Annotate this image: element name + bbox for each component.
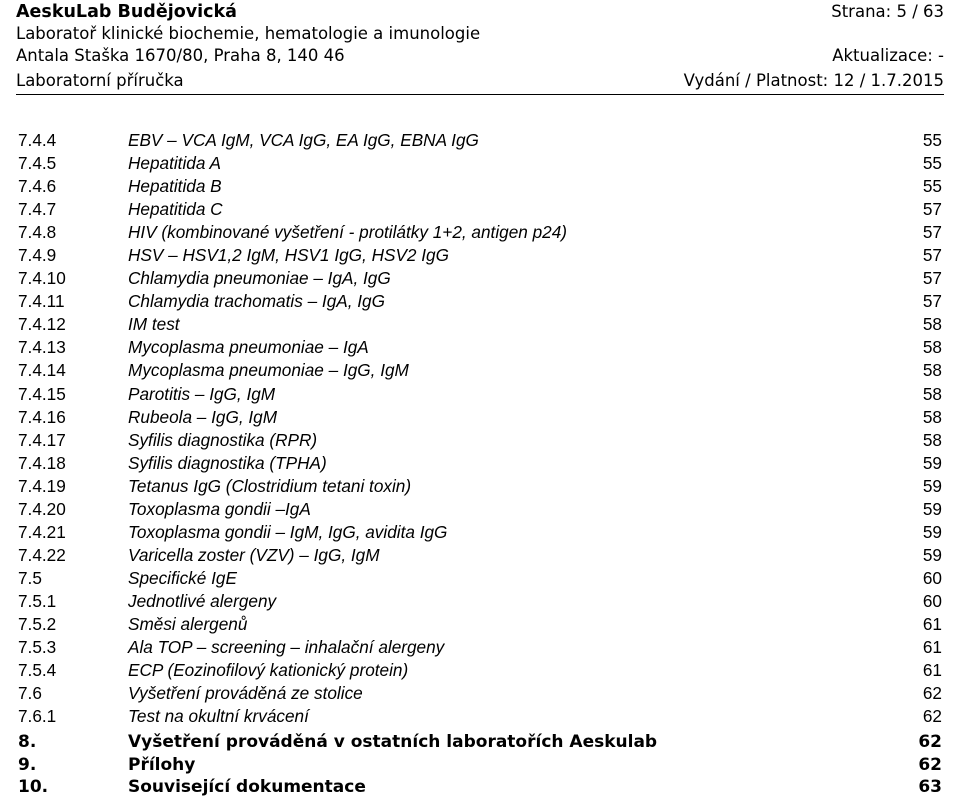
lab-name: AeskuLab Budějovická: [16, 2, 237, 22]
address: Antala Staška 1670/80, Praha 8, 140 46: [16, 46, 345, 65]
toc-entry[interactable]: [18, 175, 942, 198]
toc-entry-title: Hepatitida A: [128, 153, 221, 174]
toc-entry[interactable]: [18, 359, 942, 382]
toc-entry-title: Směsi alergenů: [128, 613, 248, 634]
department: Laboratoř klinické biochemie, hematologie a imunologie: [16, 24, 481, 43]
toc-entry[interactable]: [18, 567, 942, 590]
update-label: Aktualizace: -: [832, 46, 944, 65]
toc-entry[interactable]: [18, 590, 942, 613]
toc-entry-number: 7.4.8: [18, 222, 57, 243]
toc-entry-title: Vyšetření prováděná ze stolice: [128, 683, 363, 704]
toc-entry-page: 59: [922, 521, 942, 542]
header-divider: [16, 94, 944, 95]
toc-entry-title: Hepatitida C: [128, 199, 223, 220]
toc-entry[interactable]: [18, 682, 942, 705]
toc-entry-number: 7.4.9: [18, 245, 57, 266]
toc-entry[interactable]: [18, 429, 942, 452]
toc-entry-number: 7.4.10: [18, 268, 66, 289]
toc-entry-number: 7.4.22: [18, 544, 66, 565]
toc-entry-number: 7.5: [18, 567, 42, 588]
toc-entry-page: 58: [922, 337, 942, 358]
toc-entry-page: 57: [922, 291, 942, 312]
toc-entry-number: 7.4.16: [18, 406, 66, 427]
toc-entry-page: 59: [922, 452, 942, 473]
toc-entry[interactable]: [18, 152, 942, 175]
toc-chapter-title: Přílohy: [128, 755, 196, 775]
toc-chapter-page: 63: [918, 777, 942, 797]
toc-entry-title: Test na okultní krvácení: [128, 706, 309, 727]
toc-entry-number: 7.4.21: [18, 521, 66, 542]
toc-chapter-number: 10.: [18, 777, 49, 797]
toc-entry-page: 55: [922, 130, 942, 150]
toc-entry[interactable]: [18, 613, 942, 636]
toc-entry-title: Syfilis diagnostika (TPHA): [128, 452, 327, 473]
toc-entry-page: 62: [922, 683, 942, 704]
toc-entry-number: 7.4.14: [18, 360, 66, 381]
toc-entry[interactable]: [18, 383, 942, 406]
toc-entry-page: 61: [922, 660, 942, 681]
toc-entry[interactable]: [18, 705, 942, 728]
toc-entry[interactable]: [18, 452, 942, 475]
toc-entry-page: 59: [922, 498, 942, 519]
toc-chapter-page: 62: [918, 732, 942, 752]
toc-entry-page: 58: [922, 383, 942, 404]
toc-entry[interactable]: [18, 267, 942, 290]
toc-chapter-number: 8.: [18, 732, 37, 752]
toc-entry[interactable]: [18, 636, 942, 659]
toc-entry-page: 58: [922, 406, 942, 427]
toc-entry-page: 57: [922, 222, 942, 243]
page-label: Strana: 5 / 63: [831, 2, 944, 21]
toc-entry[interactable]: [18, 659, 942, 682]
toc-entry[interactable]: [18, 244, 942, 267]
toc-entry-title: Jednotlivé alergeny: [128, 590, 277, 611]
toc-entry-title: Mycoplasma pneumoniae – IgA: [128, 337, 369, 358]
header-row-2: [16, 23, 944, 45]
toc-entry-page: 59: [922, 475, 942, 496]
toc-entry-title: Specifické IgE: [128, 567, 237, 588]
table-of-contents: [18, 129, 942, 728]
toc-entry-page: 55: [922, 153, 942, 174]
toc-entry-number: 7.4.15: [18, 383, 66, 404]
toc-entry-number: 7.5.4: [18, 660, 57, 681]
toc-entry-page: 55: [922, 176, 942, 197]
toc-entry-number: 7.6: [18, 683, 42, 704]
toc-entry[interactable]: [18, 406, 942, 429]
toc-entry-number: 7.5.2: [18, 613, 57, 634]
toc-entry-number: 7.4.12: [18, 314, 66, 335]
toc-entry-title: IM test: [128, 314, 180, 335]
toc-entry[interactable]: [18, 198, 942, 221]
toc-entry-page: 61: [922, 637, 942, 658]
toc-entry-title: Tetanus IgG (Clostridium tetani toxin): [128, 475, 412, 496]
toc-entry-page: 58: [922, 314, 942, 335]
toc-entry[interactable]: [18, 336, 942, 359]
toc-entry-title: Toxoplasma gondii –IgA: [128, 498, 311, 519]
toc-entry-page: 61: [922, 613, 942, 634]
toc-chapter-title: Vyšetření prováděná v ostatních laboratořích Aeskulab: [128, 732, 658, 752]
toc-entry-page: 62: [922, 706, 942, 727]
toc-entry-number: 7.4.11: [18, 291, 65, 312]
toc-entry-title: HSV – HSV1,2 IgM, HSV1 IgG, HSV2 IgG: [128, 245, 449, 266]
toc-entry-title: Chlamydia trachomatis – IgA, IgG: [128, 291, 385, 312]
toc-entry-number: 7.5.1: [18, 590, 57, 611]
toc-entry-title: Parotitis – IgG, IgM: [128, 383, 276, 404]
header-row-1: [16, 1, 944, 23]
toc-entry[interactable]: [18, 221, 942, 244]
toc-entry-number: 7.4.7: [18, 199, 57, 220]
toc-entry-title: Hepatitida B: [128, 176, 222, 197]
toc-entry-page: 58: [922, 429, 942, 450]
toc-entry-page: 57: [922, 245, 942, 266]
toc-entry-title: ECP (Eozinofilový kationický protein): [128, 660, 409, 681]
toc-entry[interactable]: [18, 475, 942, 498]
toc-entry-number: 7.5.3: [18, 637, 57, 658]
toc-entry-title: EBV – VCA IgM, VCA IgG, EA IgG, EBNA IgG: [128, 130, 479, 150]
toc-entry-title: HIV (kombinované vyšetření - protilátky 1+2, antigen p24): [128, 222, 567, 243]
toc-entry-title: Mycoplasma pneumoniae – IgG, IgM: [128, 360, 409, 381]
toc-entry[interactable]: [18, 313, 942, 336]
header-row-4: [16, 70, 944, 94]
toc-chapter-number: 9.: [18, 755, 37, 775]
toc-entry-number: 7.4.13: [18, 337, 66, 358]
toc-entry[interactable]: [18, 521, 942, 544]
toc-entry[interactable]: [18, 498, 942, 521]
toc-entry[interactable]: [18, 544, 942, 567]
header-row-3: [16, 45, 944, 67]
doc-title: Laboratorní příručka: [16, 71, 184, 90]
toc-entry-title: Varicella zoster (VZV) – IgG, IgM: [128, 544, 380, 565]
toc-entry-number: 7.4.4: [18, 130, 57, 150]
toc-entry-page: 57: [922, 268, 942, 289]
toc-chapter-page: 62: [918, 755, 942, 775]
toc-entry-number: 7.4.6: [18, 176, 57, 197]
toc-entry-number: 7.4.20: [18, 498, 66, 519]
toc-entry-number: 7.4.18: [18, 452, 66, 473]
toc-entry-number: 7.4.17: [18, 429, 66, 450]
toc-entry-number: 7.4.19: [18, 475, 66, 496]
toc-entry-number: 7.4.5: [18, 153, 57, 174]
toc-entry-page: 58: [922, 360, 942, 381]
toc-entry-page: 57: [922, 199, 942, 220]
toc-entry[interactable]: [18, 290, 942, 313]
toc-chapter-title: Související dokumentace: [128, 777, 366, 797]
toc-entry-number: 7.6.1: [18, 706, 57, 727]
toc-entry-title: Syfilis diagnostika (RPR): [128, 429, 318, 450]
toc-entry-page: 60: [922, 567, 942, 588]
toc-entry-title: Rubeola – IgG, IgM: [128, 406, 278, 427]
toc-entry-title: Chlamydia pneumoniae – IgA, IgG: [128, 268, 391, 289]
issue-label: Vydání / Platnost: 12 / 1.7.2015: [683, 71, 944, 90]
toc-entry[interactable]: [18, 129, 942, 152]
toc-entry-page: 60: [922, 590, 942, 611]
toc-entry-page: 59: [922, 544, 942, 565]
toc-entry-title: Toxoplasma gondii – IgM, IgG, avidita IgG: [128, 521, 448, 542]
toc-entry-title: Ala TOP – screening – inhalační alergeny: [128, 637, 445, 658]
